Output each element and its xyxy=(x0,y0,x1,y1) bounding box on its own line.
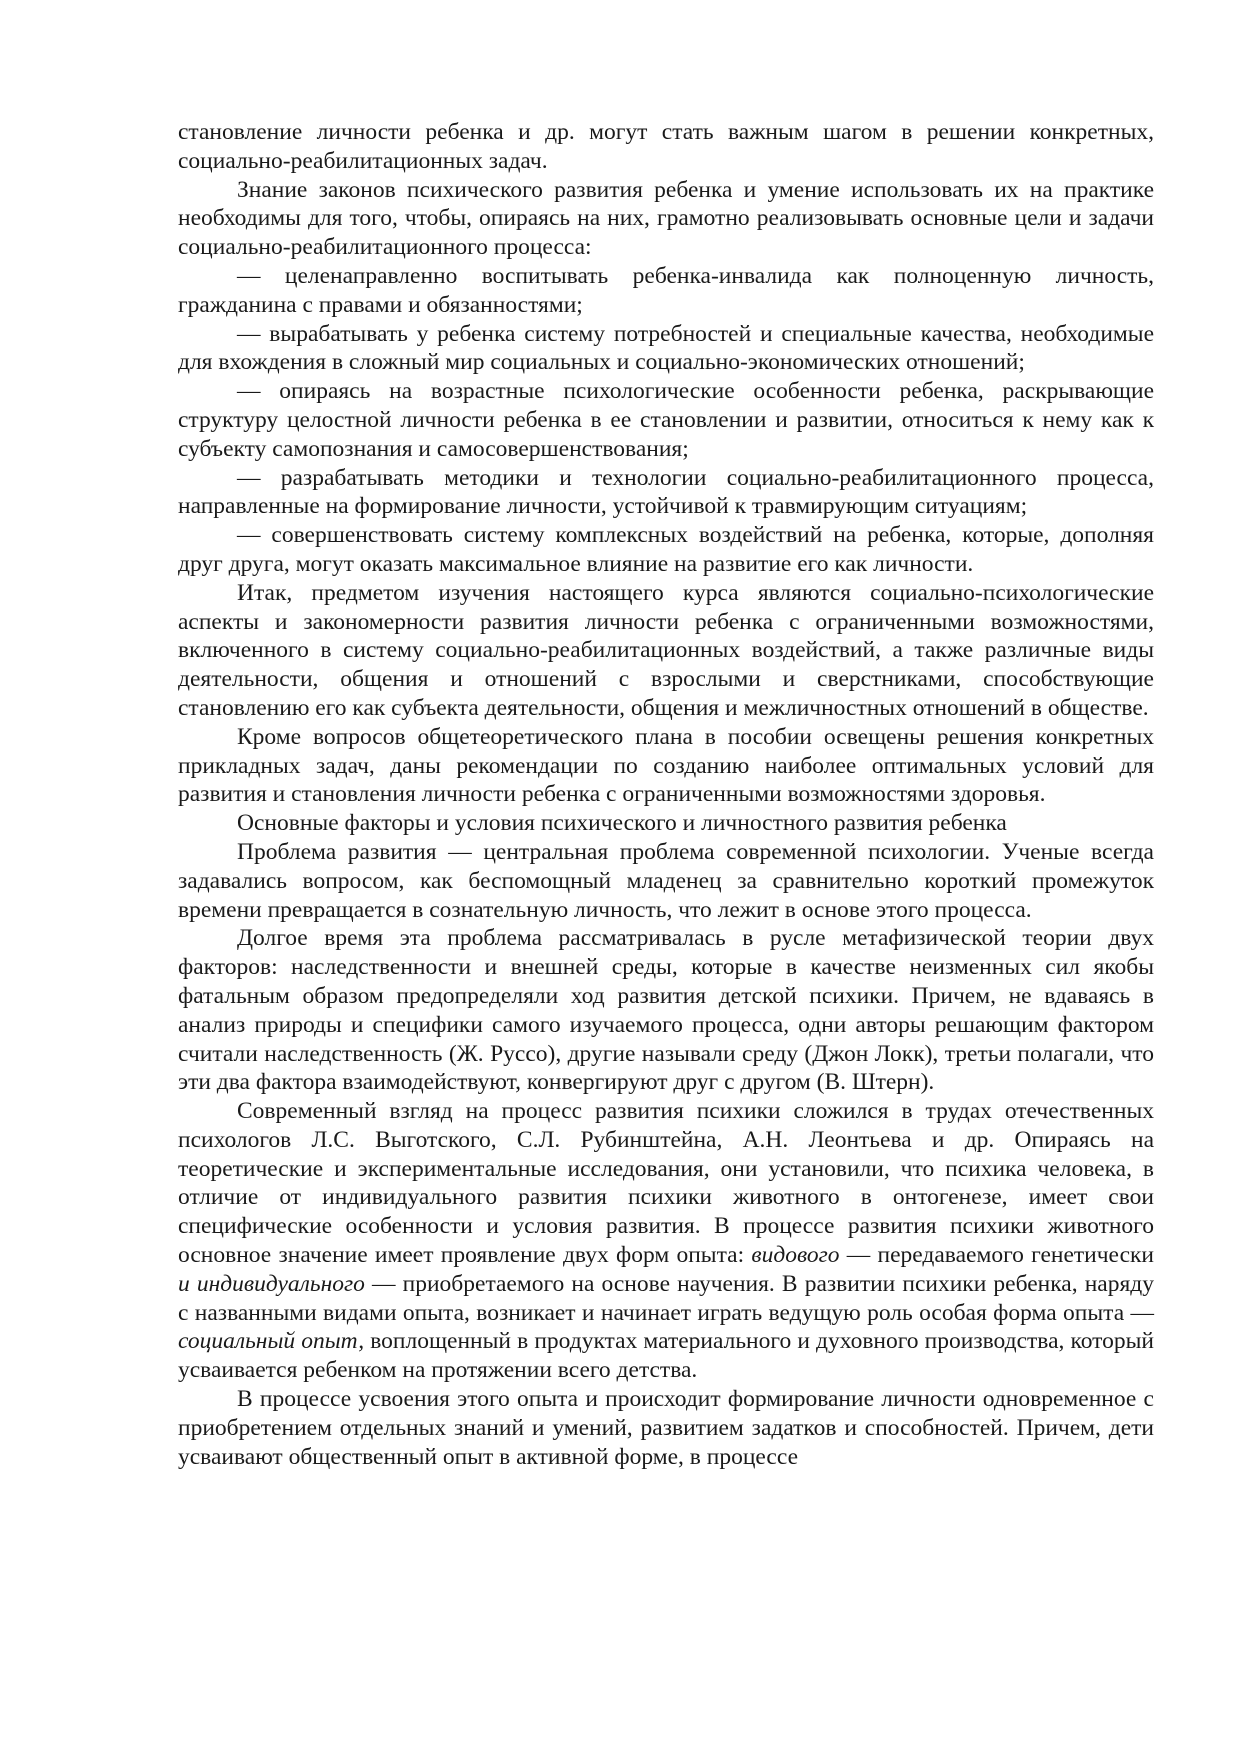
text-run: — передаваемого генетически xyxy=(839,1242,1155,1269)
text-run: — опираясь на возрастные психологические особенности ребенка, раскрывающие структуру целостной личности ребенка в ее становлении и развитии, относиться к нему как к субъекту самопознания и самосовершенствования; xyxy=(178,378,1154,462)
list-item-goal-2 xyxy=(178,320,1154,378)
text-run: — разрабатывать методики и технологии социально-реабилитационного процесса, направленные на формирование личности, устойчивой к травмирующим ситуациям; xyxy=(178,464,1154,520)
list-item-goal-1 xyxy=(178,262,1154,320)
document-page xyxy=(178,118,1154,1471)
text-run: Основные факторы и условия психического и личностного развития ребенка xyxy=(237,810,1007,837)
paragraph-laws-knowledge xyxy=(178,176,1154,262)
paragraph-applied-tasks xyxy=(178,723,1154,809)
text-run: — целенаправленно воспитывать ребенка-инвалида как полноценную личность, гражданина с правами и обязанностями; xyxy=(178,262,1154,318)
text-run: Проблема развития — центральная проблема современной психологии. Ученые всегда задавались вопросом, как беспомощный младенец за сравнительно короткий промежуток времени превращается в сознательную личность, что лежит в основе этого процесса. xyxy=(178,838,1154,923)
text-run: Знание законов психического развития ребенка и умение использовать их на практике необходимы для того, чтобы, опираясь на них, грамотно реализовывать основные цели и задачи социально-реабилитационного процесса: xyxy=(178,176,1154,261)
italic-run: и индивидуального xyxy=(178,1270,365,1297)
text-run: — совершенствовать систему комплексных воздействий на ребенка, которые, дополняя друг друга, могут оказать максимальное влияние на развитие его как личности. xyxy=(178,522,1154,577)
paragraph-modern-view xyxy=(178,1097,1154,1385)
text-run: Современный взгляд на процесс развития психики сложился в трудах отечественных психологов Л.С. Выготского, С.Л. Рубинштейна, А.Н. Леонтьева и др. Опираясь на теоретические и экспериментальные исследования, они установили, что психика человека, в отличие от индивидуального развития психики животного в онтогенезе, имеет свои специфические особенности и условия развития. В процессе развития психики животного основное значение имеет проявление двух форм опыта: xyxy=(178,1098,1154,1269)
text-run: Итак, предметом изучения настоящего курса являются социально-психологические аспекты и закономерности развития личности ребенка с ограниченными возможностями, включенного в систему социально-реабилитационных воздействий, а также различные виды деятельности, общения и отношений с взрослыми и сверстниками, способствующие становлению его как субъекта деятельности, общения и межличностных отношений в обществе. xyxy=(178,579,1154,721)
text-run: — приобретаемого на основе научения. В развитии психики ребенка, наряду с названными видами опыта, возникает и начинает играть ведущую роль особая форма опыта — xyxy=(178,1270,1155,1326)
text-run: Долгое время эта проблема рассматривалась в русле метафизической теории двух факторов: наследственности и внешней среды, которые в качестве неизменных сил якобы фатальным образом предопределяли ход развития детской психики. Причем, не вдаваясь в анализ природы и специфики самого изучаемого процесса, одни авторы решающим фактором считали наследственность (Ж. Руссо), другие называли среду (Джон Локк), третьи полагали, что эти два фактора взаимодействуют, конвергируют друг с другом (В. Штерн). xyxy=(178,925,1154,1096)
paragraph-course-subject xyxy=(178,579,1154,723)
list-item-goal-3 xyxy=(178,377,1154,463)
list-item-goal-5 xyxy=(178,521,1154,579)
section-heading xyxy=(178,809,1154,838)
italic-run: видового xyxy=(751,1242,840,1269)
paragraph-two-factors-theory xyxy=(178,924,1154,1097)
italic-run: социальный опыт, xyxy=(178,1328,365,1355)
text-run: — вырабатывать у ребенка систему потребностей и специальные качества, необходимые для вхождения в сложный мир социальных и социально-экономических отношений; xyxy=(178,320,1154,376)
paragraph-personality-formation xyxy=(178,1385,1154,1471)
paragraph-development-problem xyxy=(178,838,1154,924)
text-run: Кроме вопросов общетеоретического плана в пособии освещены решения конкретных прикладных задач, даны рекомендации по созданию наиболее оптимальных условий для развития и становления личности ребенка с ограниченными возможностями здоровья. xyxy=(178,723,1154,808)
paragraph-intro-continuation xyxy=(178,118,1154,176)
text-run: становление личности ребенка и др. могут стать важным шагом в решении конкретных, социально-реабилитационных задач. xyxy=(178,119,1154,174)
text-run: воплощенный в продуктах материального и духовного производства, который усваивается ребенком на протяжении всего детства. xyxy=(178,1328,1154,1384)
list-item-goal-4 xyxy=(178,464,1154,522)
text-run: В процессе усвоения этого опыта и происходит формирование личности одновременное с приобретением отдельных знаний и умений, развитием задатков и способностей. Причем, дети усваивают общественный опыт в активной форме, в процессе xyxy=(178,1386,1154,1470)
